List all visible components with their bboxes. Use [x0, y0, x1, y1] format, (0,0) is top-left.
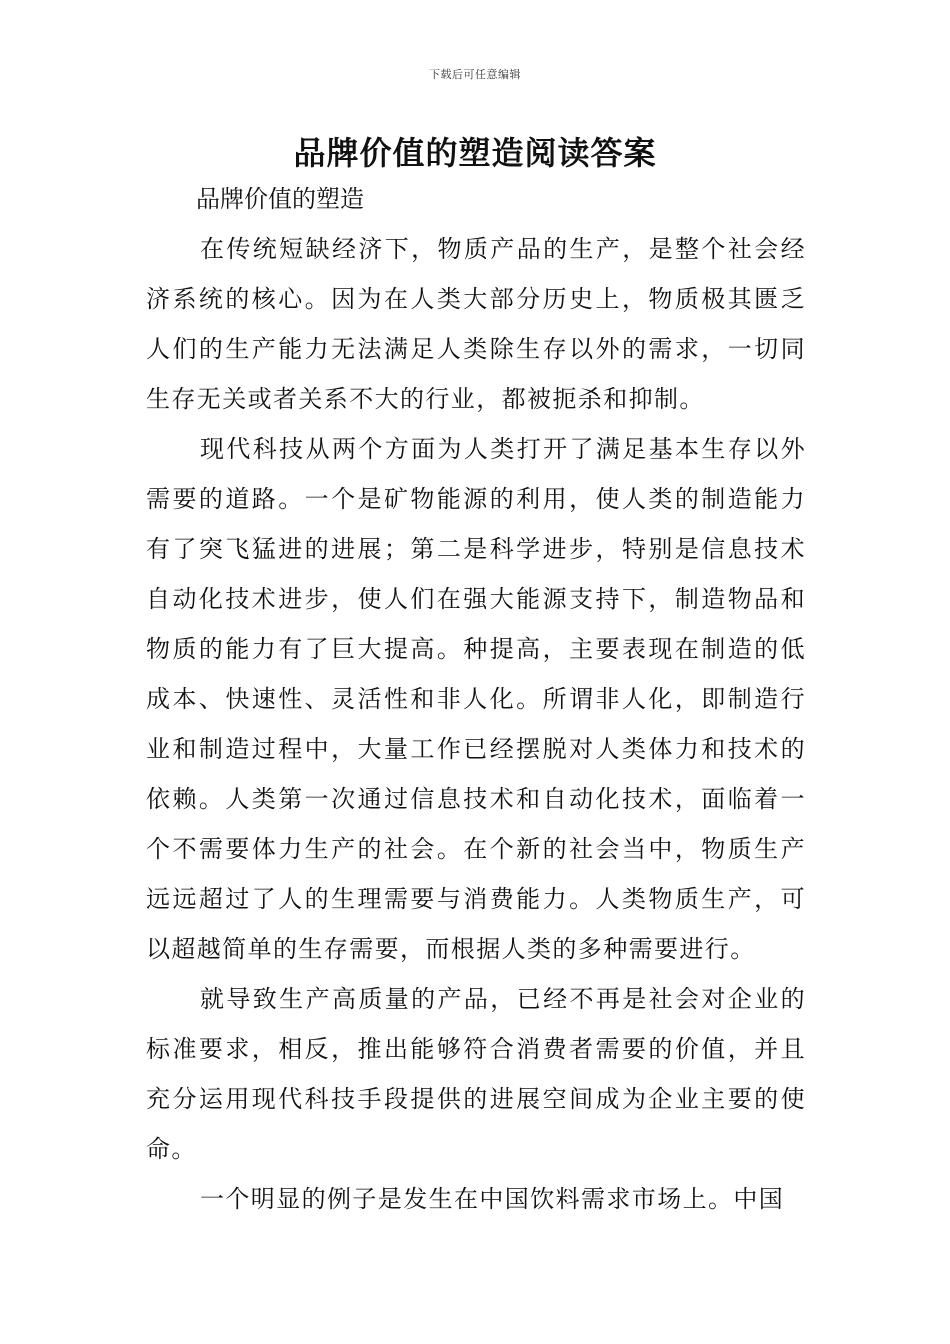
paragraph-2: 现代科技从两个方面为人类打开了满足基本生存以外需要的道路。一个是矿物能源的利用，使人类的制造能力有了突飞猛进的进展；第二是科学进步，特别是信息技术自动化技术进步，使人们在强大能源支持下，制造物品和物质的能力有了巨大提高。种提高，主要表现在制造的低成本、快速性、灵活性和非人化。所谓非人化，即制造行业和制造过程中，大量工作已经摆脱对人类体力和技术的依赖。人类第一次通过信息技术和自动化技术，面临着一个不需要体力生产的社会。在个新的社会当中，物质生产远远超过了人的生理需要与消费能力。人类物质生产，可以超越简单的生存需要，而根据人类的多种需要进行。 — [146, 435, 806, 963]
paragraph-4: 一个明显的例子是发生在中国饮料需求市场上。中国 — [200, 1185, 785, 1213]
paragraph-3: 就导致生产高质量的产品，已经不再是社会对企业的标准要求，相反，推出能够符合消费者需要的价值，并且充分运用现代科技手段提供的进展空间成为企业主要的使命。 — [146, 985, 806, 1163]
document-subtitle: 品牌价值的塑造 — [196, 185, 364, 213]
document-body — [146, 224, 806, 1224]
paragraph-1: 在传统短缺经济下，物质产品的生产，是整个社会经济系统的核心。因为在人类大部分历史上，物质极其匮乏人们的生产能力无法满足人类除生存以外的需求，一切同生存无关或者关系不大的行业，都被扼杀和抑制。 — [146, 235, 806, 413]
document-title: 品牌价值的塑造阅读答案 — [293, 134, 657, 172]
header-note: 下载后可任意编辑 — [429, 68, 521, 81]
